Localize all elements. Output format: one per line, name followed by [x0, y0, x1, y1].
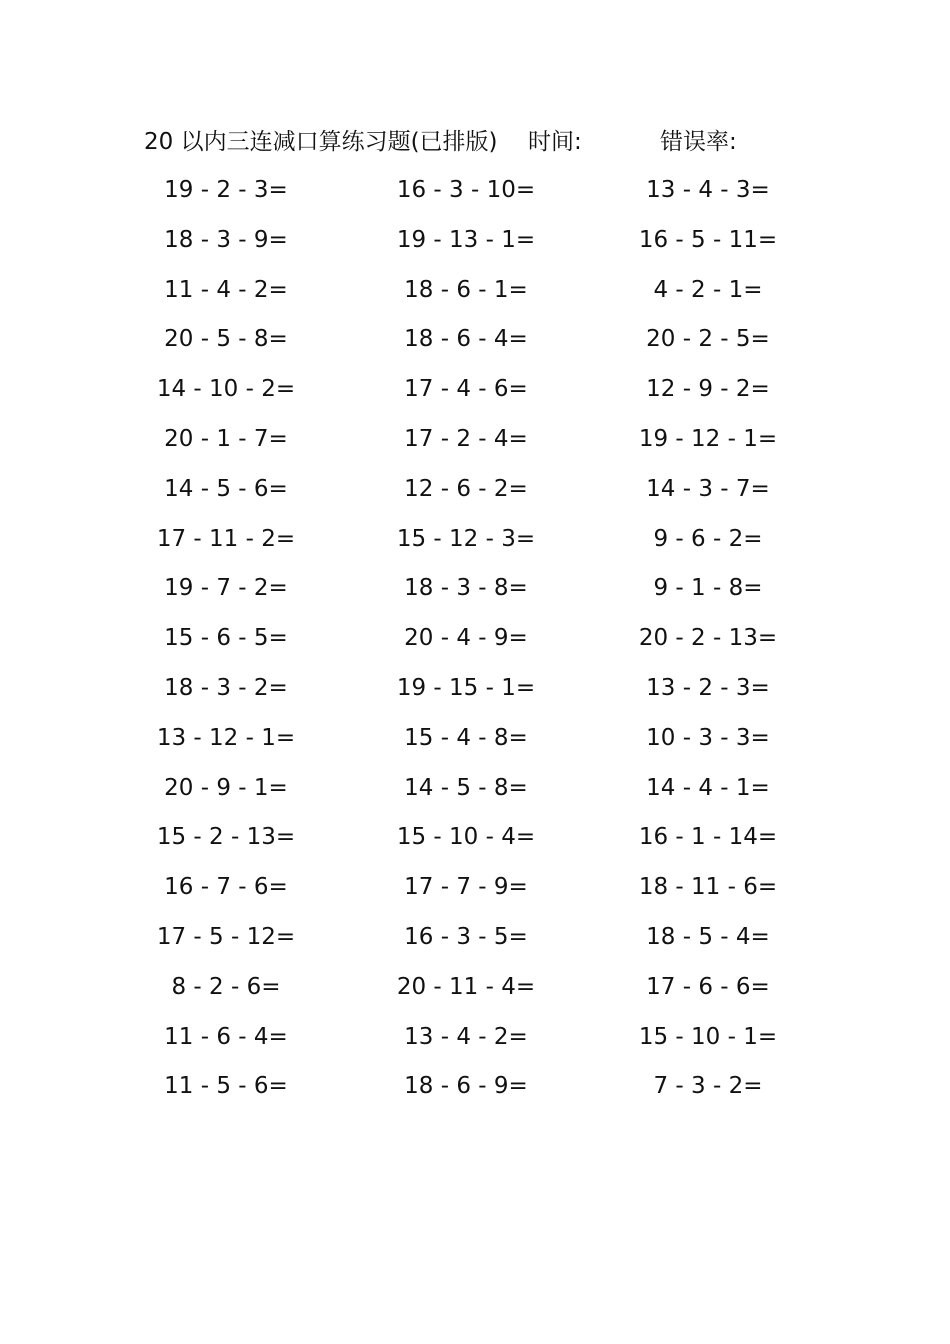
problem-row — [0, 172, 950, 222]
problem-item: 9 - 1 - 8= — [653, 575, 763, 602]
problem-item: 7 - 3 - 2= — [653, 1073, 763, 1100]
problem-item: 14 - 4 - 1= — [646, 774, 770, 801]
problem-grid — [0, 172, 950, 1118]
problem-item: 19 - 13 - 1= — [396, 226, 536, 253]
problem-item: 16 - 1 - 14= — [638, 824, 778, 851]
problem-item: 19 - 12 - 1= — [638, 425, 778, 452]
problem-item: 20 - 9 - 1= — [164, 774, 288, 801]
problem-item: 15 - 2 - 13= — [156, 824, 296, 851]
problem-item: 14 - 5 - 8= — [404, 774, 528, 801]
problem-item: 15 - 12 - 3= — [396, 525, 536, 552]
problem-row — [0, 570, 950, 620]
problem-item: 20 - 2 - 5= — [646, 326, 770, 353]
problem-item: 15 - 6 - 5= — [164, 625, 288, 652]
problem-row — [0, 819, 950, 869]
problem-item: 19 - 7 - 2= — [164, 575, 288, 602]
problem-row — [0, 1019, 950, 1069]
problem-item: 8 - 2 - 6= — [171, 973, 281, 1000]
worksheet-title: 20 以内三连减口算练习题(已排版) — [144, 129, 498, 155]
problem-item: 11 - 4 - 2= — [164, 276, 288, 303]
problem-item: 17 - 7 - 9= — [404, 874, 528, 901]
problem-row — [0, 869, 950, 919]
problem-item: 15 - 10 - 1= — [638, 1023, 778, 1050]
problem-item: 20 - 4 - 9= — [404, 625, 528, 652]
error-rate-label: 错误率: — [660, 129, 737, 155]
problem-item: 14 - 5 - 6= — [164, 475, 288, 502]
problem-item: 16 - 7 - 6= — [164, 874, 288, 901]
problem-item: 15 - 4 - 8= — [404, 724, 528, 751]
problem-item: 19 - 2 - 3= — [164, 177, 288, 203]
time-label: 时间: — [528, 129, 582, 155]
problem-item: 4 - 2 - 1= — [653, 276, 763, 303]
problem-item: 10 - 3 - 3= — [646, 724, 770, 751]
problem-item: 17 - 4 - 6= — [404, 376, 528, 403]
problem-row — [0, 421, 950, 471]
problem-item: 18 - 6 - 9= — [404, 1073, 528, 1100]
problem-row — [0, 670, 950, 720]
problem-item: 18 - 11 - 6= — [638, 874, 778, 901]
problem-item: 16 - 5 - 11= — [638, 226, 778, 253]
problem-item: 18 - 3 - 8= — [404, 575, 528, 602]
problem-item: 12 - 9 - 2= — [646, 376, 770, 403]
problem-item: 19 - 15 - 1= — [396, 674, 536, 701]
problem-item: 20 - 2 - 13= — [638, 625, 778, 652]
problem-row — [0, 371, 950, 421]
problem-row — [0, 222, 950, 272]
problem-item: 14 - 10 - 2= — [156, 376, 296, 403]
problem-item: 15 - 10 - 4= — [396, 824, 536, 851]
problem-row — [0, 770, 950, 820]
problem-row — [0, 272, 950, 322]
problem-item: 13 - 4 - 2= — [404, 1023, 528, 1050]
problem-item: 18 - 3 - 9= — [164, 226, 288, 253]
problem-item: 20 - 5 - 8= — [164, 326, 288, 353]
problem-item: 13 - 12 - 1= — [156, 724, 296, 751]
problem-item: 17 - 2 - 4= — [404, 425, 528, 452]
problem-row — [0, 620, 950, 670]
problem-item: 16 - 3 - 10= — [396, 177, 536, 203]
problem-item: 20 - 11 - 4= — [396, 973, 536, 1000]
problem-item: 18 - 6 - 1= — [404, 276, 528, 303]
problem-item: 18 - 5 - 4= — [646, 923, 770, 950]
problem-item: 18 - 3 - 2= — [164, 674, 288, 701]
problem-item: 13 - 4 - 3= — [646, 177, 770, 203]
problem-item: 14 - 3 - 7= — [646, 475, 770, 502]
problem-item: 16 - 3 - 5= — [404, 923, 528, 950]
problem-row — [0, 1068, 950, 1118]
problem-row — [0, 919, 950, 969]
problem-row — [0, 969, 950, 1019]
problem-item: 17 - 11 - 2= — [156, 525, 296, 552]
problem-row — [0, 521, 950, 571]
problem-row — [0, 471, 950, 521]
problem-item: 12 - 6 - 2= — [404, 475, 528, 502]
problem-item: 18 - 6 - 4= — [404, 326, 528, 353]
problem-item: 17 - 5 - 12= — [156, 923, 296, 950]
problem-item: 17 - 6 - 6= — [646, 973, 770, 1000]
worksheet-header — [0, 124, 950, 160]
problem-item: 13 - 2 - 3= — [646, 674, 770, 701]
problem-item: 11 - 5 - 6= — [164, 1073, 288, 1100]
problem-row — [0, 321, 950, 371]
problem-item: 11 - 6 - 4= — [164, 1023, 288, 1050]
problem-item: 9 - 6 - 2= — [653, 525, 763, 552]
problem-item: 20 - 1 - 7= — [164, 425, 288, 452]
problem-row — [0, 720, 950, 770]
